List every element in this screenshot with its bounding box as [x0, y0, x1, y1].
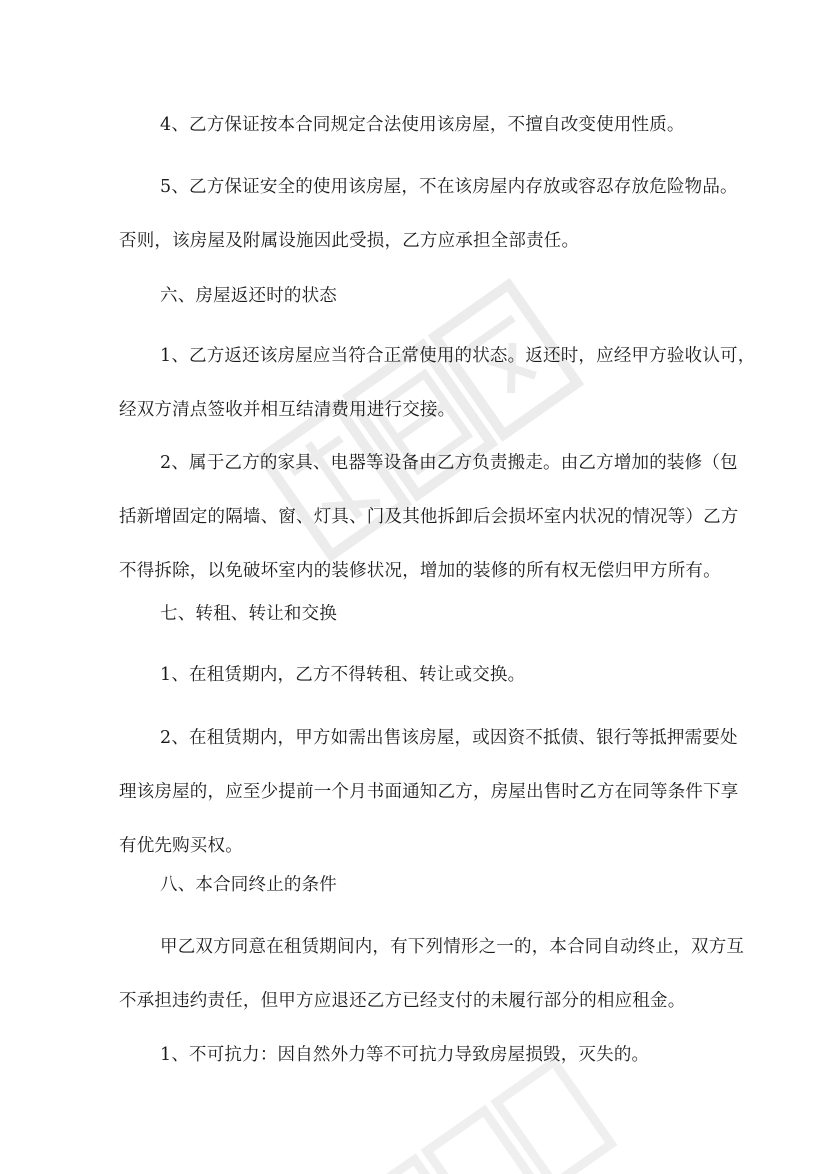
text-line: 八、本合同终止的条件 — [160, 875, 337, 895]
text-line: 5、乙方保证安全的使用该房屋，不在该房屋内存放或容忍存放危险物品。 — [160, 177, 738, 197]
paragraph-sublet-1 — [0, 648, 830, 702]
text-line: 经双方清点签收并相互结清费用进行交接。 — [119, 400, 456, 420]
section-heading-6 — [0, 269, 830, 323]
text-line: 有优先购买权。 — [119, 836, 243, 856]
paragraph-clause-4 — [0, 98, 830, 152]
text-line: 1、不可抗力：因自然外力等不可抗力导致房屋损毁，灭失的。 — [160, 1045, 650, 1065]
section-heading-8 — [0, 858, 830, 912]
text-line: 甲乙双方同意在租赁期间内，有下列情形之一的，本合同自动终止，双方互 — [160, 937, 745, 957]
paragraph-sublet-2 — [0, 711, 830, 873]
paragraph-return-1 — [0, 329, 830, 437]
text-line: 理该房屋的，应至少提前一个月书面通知乙方，房屋出售时乙方在同等条件下享 — [119, 782, 739, 802]
text-line: 六、房屋返还时的状态 — [160, 286, 337, 306]
paragraph-termination-intro — [0, 920, 830, 1028]
paragraph-clause-5 — [0, 160, 830, 268]
text-line: 不得拆除，以免破坏室内的装修状况，增加的装修的所有权无偿归甲方所有。 — [119, 561, 721, 581]
section-heading-7 — [0, 587, 830, 641]
text-line: 七、转租、转让和交换 — [160, 604, 337, 624]
paragraph-termination-1 — [0, 1028, 830, 1082]
text-line: 1、在租赁期内，乙方不得转租、转让或交换。 — [160, 665, 526, 685]
text-line: 否则，该房屋及附属设施因此受损，乙方应承担全部责任。 — [119, 231, 580, 251]
text-line: 2、在租赁期内，甲方如需出售该房屋，或因资不抵债、银行等抵押需要处 — [160, 728, 738, 748]
text-line: 不承担违约责任，但甲方应退还乙方已经支付的未履行部分的相应租金。 — [119, 991, 686, 1011]
text-line: 括新增固定的隔墙、窗、灯具、门及其他拆卸后会损坏室内状况的情况等）乙方 — [119, 507, 739, 527]
text-line: 1、乙方返还该房屋应当符合正常使用的状态。返还时，应经甲方验收认可， — [160, 346, 756, 366]
text-line: 2、属于乙方的家具、电器等设备由乙方负责搬走。由乙方增加的装修（包 — [160, 453, 738, 473]
text-line: 4、乙方保证按本合同规定合法使用该房屋，不擅自改变使用性质。 — [160, 115, 685, 135]
paragraph-return-2 — [0, 436, 830, 598]
